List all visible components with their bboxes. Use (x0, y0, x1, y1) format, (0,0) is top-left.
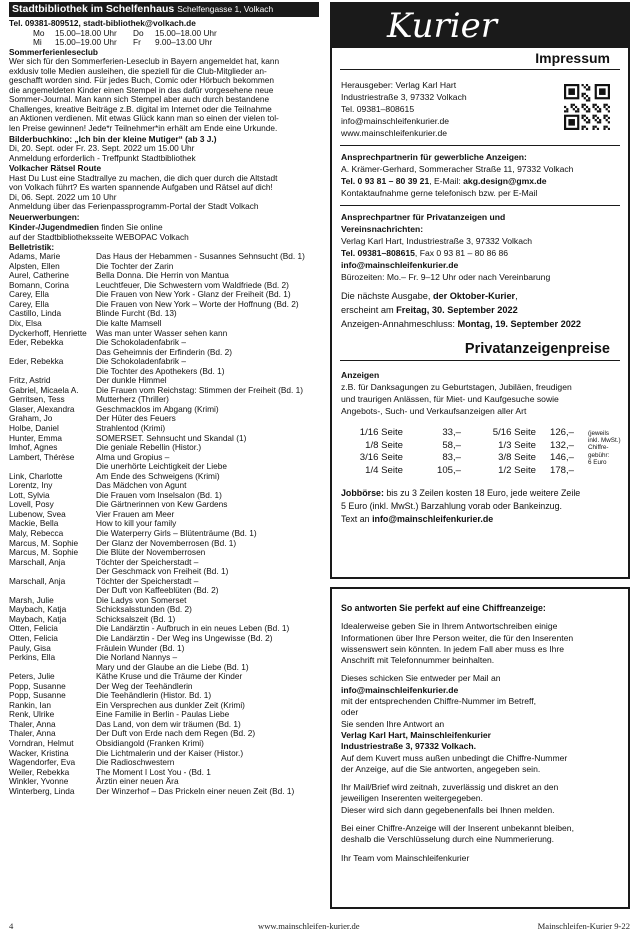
book-title: Die Ladys von Somerset (96, 595, 187, 605)
price-value: 105,– (436, 464, 461, 476)
library-address: Schelfengasse 1, Volkach (177, 3, 274, 14)
book-title: Die unerhörte Leichtigkeit der Liebe (96, 462, 227, 472)
jobboerse-email-link[interactable]: info@mainschleifenkurier.de (372, 514, 494, 525)
text-line: an Aktionen verdienen. Mit etwas Glück kann man so einen der vielen tol- (9, 113, 279, 124)
book-author: Mackie, Bella (9, 519, 59, 529)
price-size: 1/16 Seite (359, 427, 403, 438)
book-title: Geschmacklos im Abgang (Krimi) (96, 404, 219, 414)
book-author: Gerritsen, Tess (9, 395, 65, 405)
book-author: Eder, Rebekka (9, 338, 64, 348)
price-note: Chiffre- (588, 444, 609, 452)
book-title: Mutterherz (Thriller) (96, 395, 169, 405)
book-title: How to kill your family (96, 519, 177, 529)
belletristik-title: Belletristik: (9, 241, 55, 252)
bilderbuchkino-text (9, 144, 319, 163)
book-author: Dix, Elsa (9, 318, 42, 328)
book-title: SOMERSET. Sehnsucht und Skandal (1) (96, 433, 247, 443)
book-title: Die Tochter des Apothekers (Bd. 1) (96, 366, 225, 376)
price-note-block (582, 427, 640, 477)
price-value: 178,– (549, 464, 574, 476)
book-title: Die Schokoladenfabrik – (96, 357, 186, 367)
price-value: 33,– (442, 427, 461, 438)
book-author: Carey, Ella (9, 290, 49, 300)
text-line: von Volkach führt? Es warten spannende Aufgaben und Rätsel auf dich! (9, 182, 273, 193)
footer-issue: Mainschleifen-Kurier 9-22 (537, 921, 630, 931)
price-value: 58,– (442, 439, 461, 451)
book-title: Die Frauen von New York – Worte der Hoffnung (Bd. 2) (96, 299, 299, 309)
commercial-ads-contact: Ansprechpartnerin für gewerbliche Anzeigen: A. Krämer-Gerhard, Sommeracher Straße 11, 97332 Volkach Tel. 0 93 81 – 80 39 21, E-Mail: akg.design@gmx.de Kontaktaufnahme gerne telefonisch bzw. per E-Mail (341, 152, 574, 198)
book-author: Link, Charlotte (9, 471, 63, 481)
book-author: Popp, Susanne (9, 681, 66, 691)
book-title: Der Duft von Erde nach dem Regen (Bd. 2) (96, 729, 256, 739)
price-value: 146,– (549, 452, 574, 464)
book-author: Glaser, Alexandra (9, 404, 75, 414)
text-line: jeweiligen Inserenten weitergegeben. (341, 793, 483, 804)
book-title: Ärztin einer neuen Ära (96, 777, 179, 787)
text-line: Sommer-Journal. Man kann sich Stempel aber auch durch bestandene (9, 94, 270, 105)
kurier-logo: Kurier (332, 4, 628, 48)
text-line: wissenswert sein könnten. In jedem Fall aber muss es Ihre (341, 643, 565, 654)
library-title: Stadtbibliothek im Schelfenhaus (12, 2, 175, 15)
book-author: Rankin, Ian (9, 700, 51, 710)
book-author: Aurel, Catherine (9, 271, 69, 281)
book-title: Bella Donna. Die Herrin von Mantua (96, 271, 229, 281)
book-author: Bomann, Corina (9, 280, 69, 290)
price-table (332, 427, 628, 477)
text-line: Ihr Mail/Brief wird zeitnah, zuverlässig und diskret an den (341, 782, 559, 793)
book-author (9, 586, 96, 596)
prices-title: Privatanzeigenpreise (340, 339, 620, 361)
text-line: Anmeldung über das Ferienpassprogramm-Portal der Stadt Volkach (9, 201, 259, 212)
divider (340, 145, 620, 146)
book-title: Die Frauen von New York - Glanz der Freiheit (Bd. 1) (96, 290, 291, 300)
text-line: Informationen über Ihre Person weiter, die für den Inserenten (341, 632, 574, 643)
book-title: Die Norland Nannys – (96, 653, 178, 663)
book-title: Eine Familie in Berlin - Paulas Liebe (96, 710, 230, 720)
book-title: Die Radioschwestern (96, 758, 175, 768)
publisher-line: www.mainschleifenkurier.de (341, 128, 448, 138)
book-title: Die geniale Rebellin (Histor.) (96, 443, 202, 453)
private-email-link[interactable]: info@mainschleifenkurier.de (341, 260, 459, 270)
book-author: Gabriel, Micaela A. (9, 385, 79, 395)
chiffre-signature: Ihr Team vom Mainschleifenkurier (341, 852, 470, 863)
belletristik-list (9, 252, 319, 796)
book-author: Eder, Rebekka (9, 357, 64, 367)
book-author: Hunter, Emma (9, 433, 63, 443)
book-title: The Moment I Lost You - (Bd. 1 (96, 767, 211, 777)
book-title: Die Schokoladenfabrik – (96, 338, 186, 348)
book-author: Marsh, Julie (9, 595, 54, 605)
book-author: Renk, Ulrike (9, 710, 55, 720)
book-author: Maly, Rebecca (9, 528, 64, 538)
book-author: Otten, Felicia (9, 634, 58, 643)
book-author: Pauly, Gisa (9, 643, 51, 653)
book-title: Die Gärtnerinnen von Kew Gardens (96, 500, 228, 510)
opening-hours: Mo 15.00–18.00 Uhr Do 15.00–18.00 Uhr Mi 15.00–19.00 Uhr Fr 9.00–13.00 Uhr (33, 27, 217, 48)
kinder-medien-link: auf der Stadtbibliotheksseite WEBOPAC Volkach (9, 232, 189, 243)
book-title: Ein Versprechen aus dunkler Zeit (Krimi) (96, 700, 245, 710)
book-author: Lubenow, Svea (9, 509, 66, 519)
price-note: gebühr: (588, 451, 610, 459)
book-title: Der Duft von Kaffeeblüten (Bd. 2) (96, 586, 219, 596)
price-size: 1/4 Seite (365, 464, 403, 476)
book-author: Carey, Ella (9, 299, 49, 309)
book-author (9, 348, 96, 358)
book-title: Die Blüte der Novemberrosen (96, 548, 206, 558)
chiffre-paragraph (341, 823, 619, 846)
chiffre-paragraph (341, 621, 619, 666)
book-title: Das Haus der Hebammen - Susannes Sehnsucht (Bd. 1) (96, 252, 305, 262)
bilderbuchkino-title: Bilderbuchkino: „Ich bin der kleine Mutiger“ (ab 3 J.) (9, 133, 217, 144)
book-title: Der Geschmack von Freiheit (Bd. 1) (96, 567, 229, 577)
page-number: 4 (9, 921, 14, 931)
chiffre-paragraph: Dieses schicken Sie entweder per Mail an info@mainschleifenkurier.de mit der entsprechenden Chiffre-Nummer im Betreff, oder Sie senden Ihre Antwort an Verlag Karl Hart, Mainschleifenkurier Industriestraße 3, 97332 Volkach. Auf dem Kuvert muss außen unbedingt die Chiffre-Nummer der Anzeige, auf die Sie antworten, angegeben sein. (341, 673, 568, 774)
book-author: Lorentz, Iny (9, 481, 53, 491)
book-author: Alpsten, Ellen (9, 261, 60, 271)
chiffre-paragraph (341, 782, 619, 816)
book-title: Der Hüter des Feuers (96, 414, 176, 424)
book-title: Töchter der Speicherstadt – (96, 576, 199, 586)
book-author: Marschall, Anja (9, 576, 66, 586)
book-title: Das Mädchen von Agunt (96, 481, 187, 491)
book-author: Winkler, Yvonne (9, 777, 69, 787)
book-title: Die Tochter der Zarin (96, 261, 174, 271)
book-title: Das Geheimnis der Erfinderin (Bd. 2) (96, 347, 233, 357)
price-size: 5/16 Seite (492, 427, 536, 438)
price-size: 1/8 Seite (365, 439, 403, 451)
book-title: Käthe Kruse und die Träume der Kinder (96, 672, 243, 682)
book-title: Töchter der Speicherstadt – (96, 557, 199, 567)
neuerwerbungen-title: Neuerwerbungen: (9, 211, 80, 222)
book-title: Die Frauen vom Reichstag: Stimmen der Freiheit (Bd. 1) (96, 385, 304, 395)
book-title: Obsidiangold (Franken Krimi) (96, 739, 204, 749)
library-contact: Tel. 09381-809512, stadt-bibliothek@volkach.de (9, 18, 196, 28)
book-title: Blinde Furcht (Bd. 13) (96, 309, 177, 319)
text-line: deshalb die Verschlüsselung durch eine Nummerierung. (341, 834, 555, 845)
text-line: Wer sich für den Sommerferien-Leseclub in Bayern angemeldet hat, kann (9, 56, 280, 67)
next-issue-info: Die nächste Ausgabe, der Oktober-Kurier, erscheint am Freitag, 30. September 2022 Anzeigen-Annahmeschluss: Montag, 19. September 2022 (341, 291, 582, 329)
text-line: exklusiv tolle Medien ausleihen, die speziell für die Club-Mitglieder an- (9, 65, 267, 76)
divider (340, 205, 620, 206)
book-author: Lambert, Thérèse (9, 452, 75, 462)
book-title: Der Winzerhof – Das Prickeln einer neuen Zeit (Bd. 1) (96, 786, 295, 796)
book-author: Marcus, M. Sophie (9, 548, 79, 558)
book-title: Die Landärztin - Der Weg ins Ungewisse (Bd. 2) (96, 634, 273, 643)
book-author: Fritz, Astrid (9, 376, 51, 386)
kinder-medien: Kinder-/Jugendmedien finden Sie online (9, 222, 163, 233)
text-line: Anmeldung erforderlich - Treffpunkt Stadtbibliothek (9, 152, 196, 163)
book-author: Thaler, Anna (9, 729, 56, 739)
book-author: Thaler, Anna (9, 719, 56, 729)
private-ads-contact: Ansprechpartner für Privatanzeigen und Vereinsnachrichten: Verlag Karl Hart, Industriestraße 3, 97332 Volkach Tel. 09381–808615, Fax 0 93 81 – 80 86 86 info@mainschleifenkurier.de Bürozeiten: Mo.– Fr. 9–12 Uhr oder nach Vereinbarung (332, 211, 628, 283)
jobboerse-info: Jobbörse: bis zu 3 Zeilen kosten 18 Euro, jede weitere Zeile 5 Euro (inkl. MwSt.) Barzahlung vorab oder Bankeinzug. Text an info@mainschleifenkurier.de (341, 488, 581, 525)
book-author (9, 663, 96, 673)
text-line: Idealerweise geben Sie in Ihrem Antwortschreiben einige (341, 621, 558, 632)
publisher-line: Tel. 09381–808615 (341, 104, 415, 114)
book-author: Maybach, Katja (9, 614, 67, 624)
text-line: Bei einer Chiffre-Anzeige will der Inserent unbekannt bleiben, (341, 823, 574, 834)
price-note: (jeweils (588, 430, 609, 437)
book-title: Die Lichtmalerin und der Kaiser (Histor.) (96, 748, 244, 758)
book-author: Weiler, Rebekka (9, 767, 70, 777)
book-author: Adams, Marie (9, 252, 61, 262)
publisher-line: Herausgeber: Verlag Karl Hart (341, 80, 457, 90)
text-line: Hast Du Lust eine Stadtrallye zu machen, die dich quer durch die Altstadt (9, 172, 278, 183)
book-title: Alma und Gropius – (96, 452, 170, 462)
text-line: Anschrift mit Telefonnummer beinhalten. (341, 655, 495, 666)
ferien-text (9, 57, 319, 133)
book-author: Dyckerhoff, Henriette (9, 328, 87, 338)
text-line: len Preise gewinnen! Jede*r Teilnehmer*in erhält am Ende eine Urkunde. (9, 123, 278, 134)
price-size: 3/8 Seite (498, 452, 536, 464)
book-author: Marschall, Anja (9, 557, 66, 567)
book-author: Imhof, Agnes (9, 443, 58, 453)
book-title: Die Frauen vom Inselsalon (Bd. 1) (96, 490, 222, 500)
book-title: Schicksalsstunden (Bd. 2) (96, 605, 192, 615)
text-line: Challenges, kreative Beiträge z.B. digital im Internet oder die Teilnahme (9, 103, 272, 114)
book-author: Popp, Susanne (9, 691, 66, 701)
price-size: 1/3 Seite (498, 439, 536, 451)
book-title: Der dunkle Himmel (96, 376, 167, 386)
price-value: 83,– (442, 452, 461, 464)
publisher-line: info@mainschleifenkurier.de (341, 116, 450, 126)
impressum-box (330, 2, 630, 579)
price-size: 3/16 Seite (359, 452, 403, 464)
ferien-title: Sommerferienleseclub (9, 46, 98, 57)
footer-url: www.mainschleifen-kurier.de (258, 921, 360, 931)
book-title: Am Ende des Schweigens (Krimi) (96, 471, 220, 481)
raetsel-title: Volkacher Rätsel Route (9, 163, 102, 174)
price-value: 132,– (549, 439, 574, 451)
chiffre-email-link[interactable]: info@mainschleifenkurier.de (341, 684, 459, 695)
impressum-title: Impressum (340, 48, 620, 70)
book-author: Holbe, Daniel (9, 423, 59, 433)
book-author (9, 367, 96, 377)
chiffre-title: So antworten Sie perfekt auf eine Chiffreanzeige: (341, 603, 546, 613)
text-line: geschafft worden sind. Für jedes Buch, Comic oder Hörbuch bekommen (9, 75, 275, 86)
book-author: Castillo, Linda (9, 309, 62, 319)
price-note: inkl. MwSt.) (588, 437, 621, 445)
book-author: Vorndran, Helmut (9, 739, 74, 749)
text-line: Dieser wird sich dann gegebenenfalls bei Ihnen melden. (341, 804, 555, 815)
book-title: Was man unter Wasser sehen kann (96, 328, 228, 338)
ads-description: Anzeigen z.B. für Danksagungen zu Geburtstagen, Jubiläen, freudigen und traurigen Anlässen, für Miet- und Kaufgesuche sowie Angebots-, Such- und Verkaufsanzeigen aller Art (341, 370, 572, 416)
text-line: Di, 20. Sept. oder Fr. 23. Sept. 2022 um 15.00 Uhr (9, 143, 195, 154)
book-title: Leuchtfeuer, Die Schwestern vom Waldfriede (Bd. 2) (96, 280, 289, 290)
book-title: Strahlentod (Krimi) (96, 423, 166, 433)
book-title: Die kalte Mamsell (96, 318, 162, 328)
price-value: 126,– (549, 427, 574, 438)
raetsel-text (9, 174, 319, 212)
book-title: Schicksalszeit (Bd. 1) (96, 614, 176, 624)
commercial-email-link[interactable]: akg.design@gmx.de (463, 176, 547, 186)
book-author: Lovell, Posy (9, 500, 54, 510)
book-author: Marcus, M. Sophie (9, 538, 79, 548)
qr-code-icon (564, 84, 610, 130)
book-author: Maybach, Katja (9, 605, 67, 615)
book-author (9, 462, 96, 472)
book-author: Winterberg, Linda (9, 786, 75, 796)
book-title: Fräulein Wunder (Bd. 1) (96, 643, 185, 653)
book-author: Lott, Sylvia (9, 490, 50, 500)
book-author (9, 567, 96, 577)
text-line: Di, 06. Sept. 2022 um 10 Uhr (9, 191, 117, 202)
book-title: Die Waterperry Girls – Blütenträume (Bd. 1) (96, 528, 257, 538)
library-column (9, 2, 319, 796)
book-title: Der Glanz der Novemberrosen (Bd. 1) (96, 538, 237, 548)
book-author: Graham, Jo (9, 414, 53, 424)
book-title: Die Teehändlerin (Histor. Bd. 1) (96, 691, 212, 701)
book-title: Die Landärztin - Aufbruch in ein neues Leben (Bd. 1) (96, 624, 290, 634)
text-line: die angemeldeten Kinder einen Stempel in das dafür vorgesehene neue (9, 84, 274, 95)
publisher-line: Industriestraße 3, 97332 Volkach (341, 92, 467, 102)
book-author: Otten, Felicia (9, 624, 58, 634)
book-title: Der Weg der Teehändlerin (96, 681, 193, 691)
price-note: 6 Euro (588, 458, 607, 466)
book-title: Das Land, von dem wir träumen (Bd. 1) (96, 719, 241, 729)
chiffre-box (330, 587, 630, 909)
book-title: Mary und der Glaube an die Liebe (Bd. 1) (96, 662, 249, 672)
book-author: Perkins, Ella (9, 653, 56, 663)
book-author: Wagendorfer, Eva (9, 758, 76, 768)
library-header (9, 2, 319, 17)
book-author: Peters, Julie (9, 672, 55, 682)
book-title: Vier Frauen am Meer (96, 509, 175, 519)
price-size: 1/2 Seite (498, 464, 536, 476)
book-author: Wacker, Kristina (9, 748, 69, 758)
